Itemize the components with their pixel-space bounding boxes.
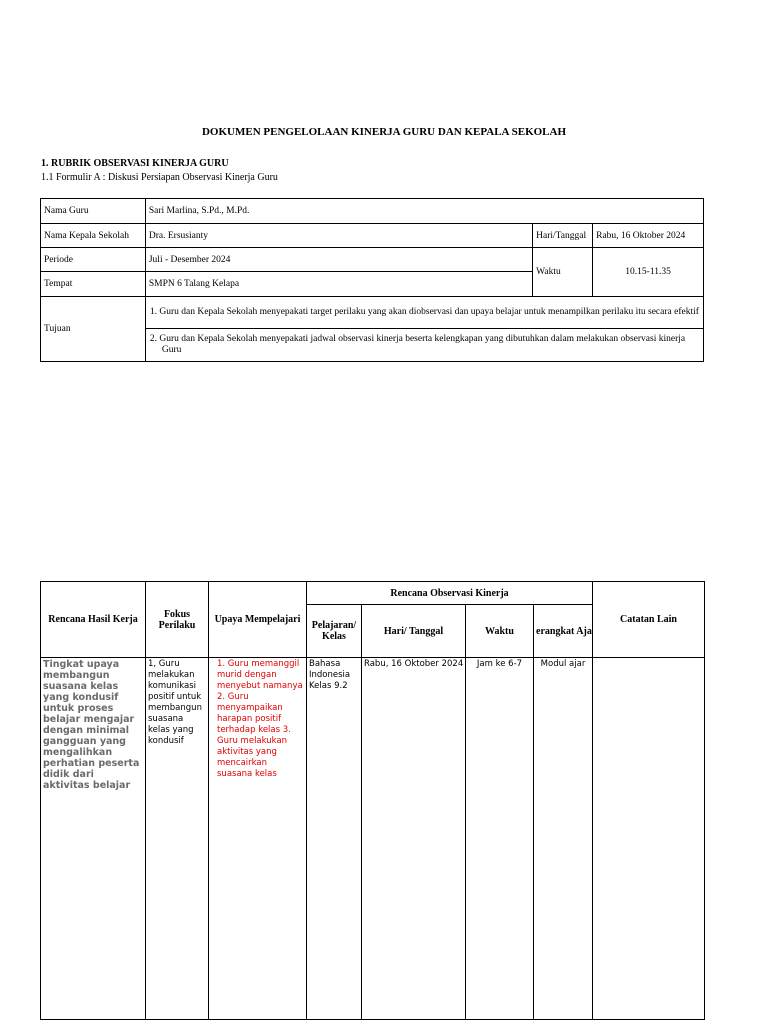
value-waktu: 10.15-11.35 xyxy=(593,248,704,297)
header-perangkat-ajar: erangkat Aja xyxy=(534,605,593,658)
label-waktu: Waktu xyxy=(533,248,593,297)
cell-pelajaran-kelas: Bahasa Indonesia Kelas 9.2 xyxy=(307,658,362,1020)
value-periode: Juli - Desember 2024 xyxy=(145,248,532,272)
header-rencana-hasil-kerja: Rencana Hasil Kerja xyxy=(41,582,146,658)
form-subheading: 1.1 Formulir A : Diskusi Persiapan Observasi Kinerja Guru xyxy=(41,172,278,183)
label-kepala-sekolah: Nama Kepala Sekolah xyxy=(41,224,146,248)
document-title: DOKUMEN PENGELOLAAN KINERJA GURU DAN KEPALA SEKOLAH xyxy=(201,126,567,138)
label-tempat: Tempat xyxy=(41,272,146,297)
cell-rencana-hasil-kerja: Tingkat upaya membangun suasana kelas yang kondusif untuk proses belajar mengajar dengan minimal gangguan yang mengalihkan perhatian peserta didik dari aktivitas belajar xyxy=(41,658,146,1020)
header-pelajaran-kelas: Pelajaran/ Kelas xyxy=(307,605,362,658)
label-tujuan: Tujuan xyxy=(41,297,146,362)
table-row xyxy=(41,658,705,1020)
header-waktu: Waktu xyxy=(466,605,534,658)
header-fokus-perilaku: Fokus Perilaku xyxy=(146,582,209,658)
cell-perangkat-ajar: Modul ajar xyxy=(534,658,593,1020)
label-hari-tanggal: Hari/Tanggal xyxy=(533,224,593,248)
header-hari-tanggal: Hari/ Tanggal xyxy=(362,605,466,658)
cell-catatan-lain xyxy=(593,658,705,1020)
value-hari-tanggal: Rabu, 16 Oktober 2024 xyxy=(593,224,704,248)
cell-hari-tanggal: Rabu, 16 Oktober 2024 xyxy=(362,658,466,1020)
label-nama-guru: Nama Guru xyxy=(41,199,146,224)
section-heading: 1. RUBRIK OBSERVASI KINERJA GURU xyxy=(41,158,229,169)
header-upaya-mempelajari: Upaya Mempelajari xyxy=(209,582,307,658)
value-nama-guru: Sari Marlina, S.Pd., M.Pd. xyxy=(145,199,703,224)
info-table xyxy=(40,198,704,362)
cell-fokus-perilaku: 1, Guru melakukan komunikasi positif untuk membangun suasana kelas yang kondusif xyxy=(146,658,209,1020)
value-tempat: SMPN 6 Talang Kelapa xyxy=(145,272,532,297)
observation-table xyxy=(40,581,705,1020)
cell-upaya-mempelajari: 1. Guru memanggil murid dengan menyebut namanya 2. Guru menyampaikan harapan positif terhadap kelas 3. Guru melakukan aktivitas yang mencairkan suasana kelas xyxy=(209,658,307,1020)
header-catatan-lain: Catatan Lain xyxy=(593,582,705,658)
cell-waktu: Jam ke 6-7 xyxy=(466,658,534,1020)
label-periode: Periode xyxy=(41,248,146,272)
value-kepala-sekolah: Dra. Ersusianty xyxy=(145,224,532,248)
tujuan-item-2: 2. Guru dan Kepala Sekolah menyepakati jadwal observasi kinerja beserta kelengkapan yang dibutuhkan dalam melakukan observasi kinerja Guru xyxy=(145,329,703,362)
header-rencana-observasi: Rencana Observasi Kinerja xyxy=(307,582,593,605)
tujuan-item-1: 1. Guru dan Kepala Sekolah menyepakati target perilaku yang akan diobservasi dan upaya belajar untuk menampilkan perilaku itu secara efektif xyxy=(145,297,703,329)
